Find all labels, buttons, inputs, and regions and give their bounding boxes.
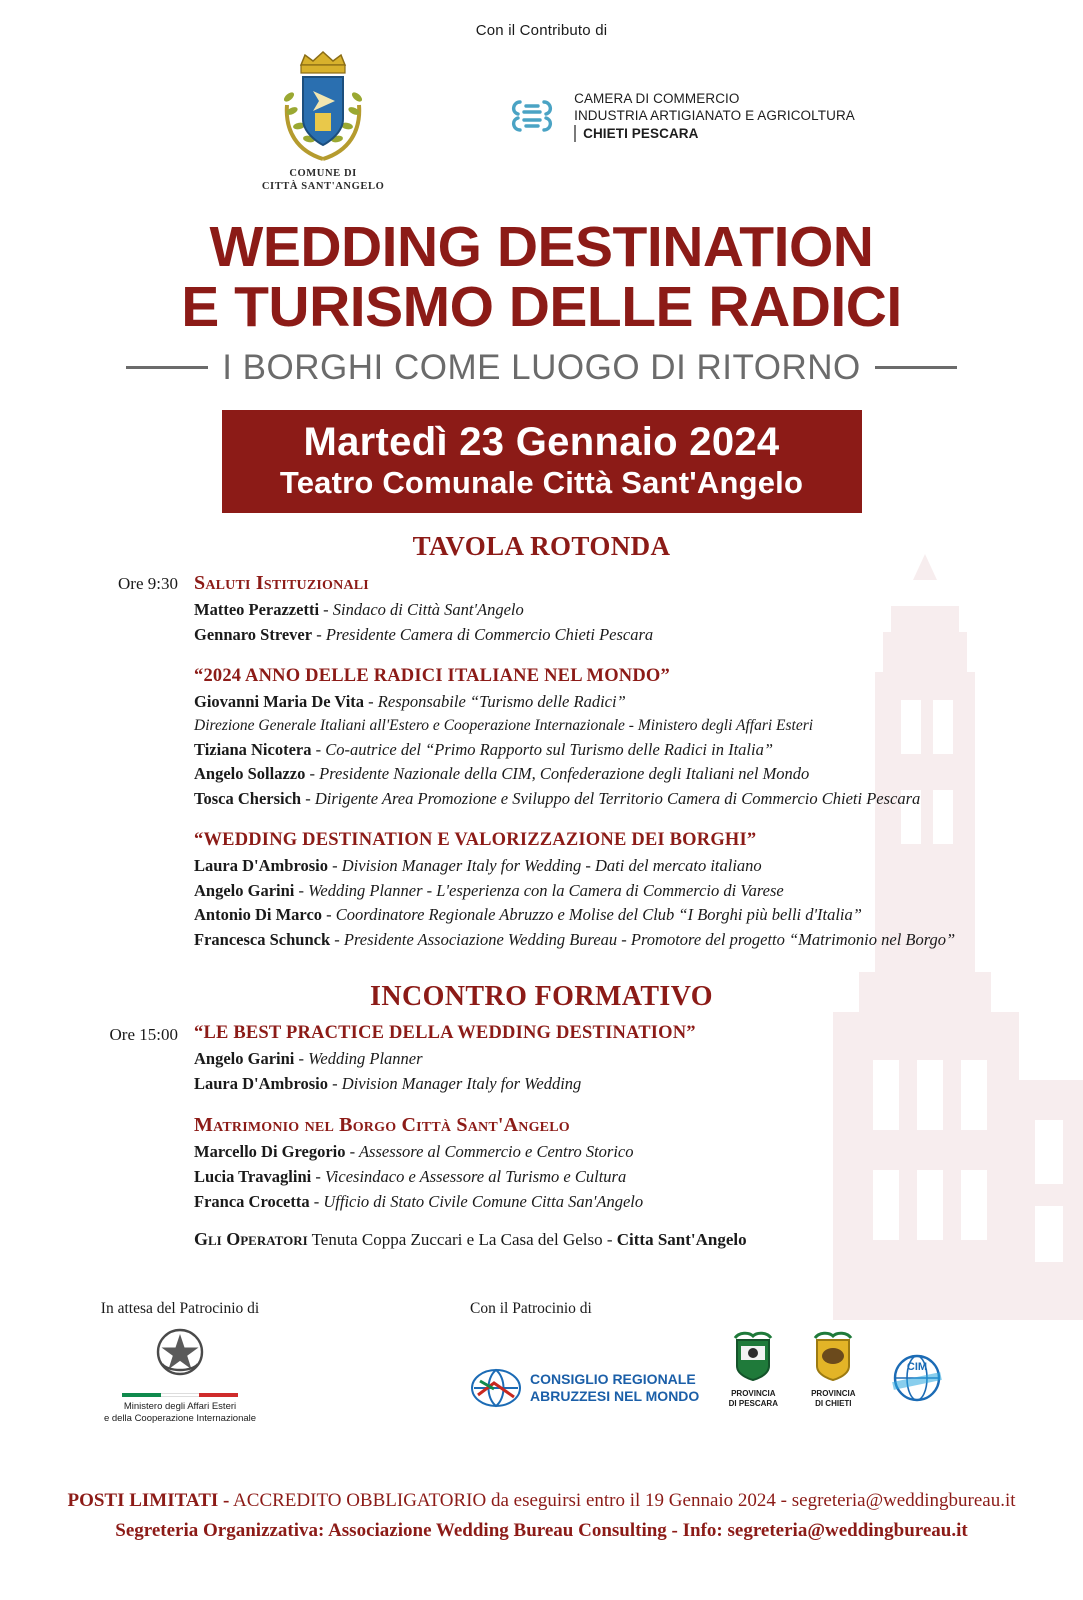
section-heading-tavola-rotonda: TAVOLA ROTONDA <box>412 531 671 562</box>
provincia-chieti-caption <box>807 1389 859 1409</box>
ministry-caption-line1: Ministero degli Affari Esteri <box>123 1401 237 1412</box>
speaker-role: - Responsabile “Turismo delle Radici” <box>368 691 626 711</box>
operators-place: Citta Sant'Angelo <box>616 1229 747 1249</box>
cim-logo <box>887 1352 947 1409</box>
program-body <box>194 572 1083 953</box>
notice-accreditation: ACCREDITO OBBLIGATORIO da eseguirsi entro il 19 Gennaio 2024 - segreteria@weddingbureau.it <box>229 1490 1016 1511</box>
speaker-entry <box>194 1072 1043 1097</box>
notice-line-1 <box>0 1486 1083 1516</box>
comune-caption-line1: COMUNE DI <box>289 167 357 179</box>
rule-right <box>875 366 957 369</box>
speaker-entry <box>194 690 1043 715</box>
speaker-role: - Sindaco di Città Sant'Angelo <box>323 600 524 620</box>
session-time-morning: Ore 9:30 <box>118 574 178 594</box>
subtitle-row <box>0 348 1083 388</box>
speaker-role: - Coordinatore Regionale Abruzzo e Molise del Club “I Borghi più belli d'Italia” <box>326 905 862 925</box>
speaker-name: Tiziana Nicotera <box>194 739 312 759</box>
patronage-left-label: In attesa del Patrocinio di <box>100 1300 260 1317</box>
speaker-name: Giovanni Maria De Vita <box>194 691 365 711</box>
sponsor-logo-row <box>0 45 1083 195</box>
speaker-role: - Wedding Planner - L'esperienza con la Camera di Commercio di Varese <box>298 880 784 900</box>
speaker-entry <box>194 738 1043 763</box>
chieti-caption2: DI CHIETI <box>815 1399 852 1408</box>
group-title-matrimonio-nel-borgo: Matrimonio nel Borgo Città Sant'Angelo <box>194 1114 570 1137</box>
patronage-left <box>40 1300 320 1426</box>
rule-left <box>126 366 208 369</box>
speaker-entry <box>194 1140 1043 1165</box>
consiglio-line1: CONSIGLIO REGIONALE <box>530 1371 696 1388</box>
speaker-entry <box>194 879 1043 904</box>
speaker-role: - Dirigente Area Promozione e Sviluppo del Territorio Camera di Commercio Chieti Pescara <box>305 789 921 809</box>
speaker-name: Marcello Di Gregorio <box>194 1142 346 1162</box>
patronage-section <box>0 1300 1083 1460</box>
speaker-entry <box>194 623 1043 648</box>
speaker-name: Lucia Travaglini <box>194 1167 312 1187</box>
consiglio-regionale-logo <box>470 1367 699 1409</box>
speaker-entry <box>194 903 1043 928</box>
speaker-entry <box>194 787 1043 812</box>
speaker-entry <box>194 1165 1043 1190</box>
speaker-role: - Assessore al Commercio e Centro Storico <box>349 1142 634 1162</box>
speaker-role: - Division Manager Italy for Wedding <box>332 1073 582 1093</box>
group-title-radici: “2024 ANNO DELLE RADICI ITALIANE NEL MONDO” <box>194 665 670 686</box>
speaker-name: Matteo Perazzetti <box>194 600 320 620</box>
program-section-1 <box>0 572 1083 953</box>
speaker-entry <box>194 854 1043 879</box>
republic-emblem-icon <box>148 1324 212 1382</box>
operators-text: Tenuta Coppa Zuccari e La Casa del Gelso - <box>307 1229 617 1249</box>
operators-line <box>194 1229 1043 1250</box>
provincia-pescara-logo <box>727 1330 779 1409</box>
chamber-line3: CHIETI PESCARA <box>574 125 698 142</box>
speaker-name: Angelo Garini <box>194 880 295 900</box>
speaker-name: Laura D'Ambrosio <box>194 855 328 875</box>
pescara-caption2: DI PESCARA <box>728 1399 778 1408</box>
speaker-entry <box>194 598 1043 623</box>
ministry-caption <box>40 1401 320 1426</box>
consiglio-regionale-icon <box>470 1367 522 1409</box>
provincia-pescara-icon <box>727 1330 779 1382</box>
speaker-name: Gennaro Strever <box>194 624 313 644</box>
group-title-saluti: Saluti Istituzionali <box>194 572 369 595</box>
cim-text: CIM <box>907 1361 928 1373</box>
notice-limited-seats: POSTI LIMITATI - <box>67 1490 230 1511</box>
section-heading-incontro-formativo: INCONTRO FORMATIVO <box>370 980 713 1012</box>
event-venue: Teatro Comunale Città Sant'Angelo <box>279 464 804 500</box>
speaker-entry <box>194 928 1043 953</box>
registration-notice <box>0 1486 1083 1547</box>
speaker-name: Angelo Sollazzo <box>194 764 306 784</box>
speaker-entry <box>194 1047 1043 1072</box>
date-banner <box>222 410 862 513</box>
operators-label: Gli Operatori <box>194 1228 308 1249</box>
pescara-caption1: PROVINCIA <box>731 1389 776 1398</box>
chieti-caption1: PROVINCIA <box>811 1389 856 1398</box>
cim-icon <box>887 1352 947 1404</box>
patronage-right-label: Con il Patrocinio di <box>470 1300 592 1317</box>
provincia-chieti-icon <box>807 1330 859 1382</box>
page-title <box>0 217 1083 338</box>
speaker-name: Angelo Garini <box>194 1048 295 1068</box>
session-time-afternoon: Ore 15:00 <box>109 1024 178 1044</box>
provincia-chieti-logo <box>807 1330 859 1409</box>
chamber-of-commerce-text <box>574 90 855 143</box>
chamber-line1: CAMERA DI COMMERCIO <box>574 90 740 106</box>
ministry-caption-line2: e della Cooperazione Internazionale <box>103 1413 257 1425</box>
event-date: Martedì 23 Gennaio 2024 <box>303 419 780 464</box>
chamber-line2: INDUSTRIA ARTIGIANATO E AGRICOLTURA <box>574 107 855 123</box>
program-section-2 <box>0 1023 1083 1250</box>
coat-of-arms-icon <box>275 47 371 165</box>
provincia-pescara-caption <box>727 1389 779 1409</box>
italian-flag-bar <box>122 1393 238 1397</box>
title-line-2: E TURISMO DELLE RADICI <box>181 275 902 340</box>
speaker-entry <box>194 762 1043 787</box>
speaker-name: Francesca Schunck <box>194 930 331 950</box>
consiglio-line2: ABRUZZESI NEL MONDO <box>530 1388 700 1404</box>
group-title-wedding-destination: “WEDDING DESTINATION E VALORIZZAZIONE DEI BORGHI” <box>194 829 757 850</box>
patronage-right <box>430 1300 1050 1409</box>
speaker-affiliation: Direzione Generale Italiani all'Estero e Cooperazione Internazionale - Ministero degli Affari Esteri <box>194 717 814 735</box>
speaker-role: - Ufficio di Stato Civile Comune Citta San'Angelo <box>313 1191 644 1211</box>
comune-logo <box>228 47 418 193</box>
title-line-1: WEDDING DESTINATION <box>209 215 874 279</box>
speaker-role: - Presidente Associazione Wedding Bureau - Promotore del progetto “Matrimonio nel Borgo” <box>334 930 956 950</box>
speaker-role: - Co-autrice del “Primo Rapporto sul Turismo delle Radici in Italia” <box>315 739 774 759</box>
comune-caption-line2: CITTÀ SANT'ANGELO <box>261 181 385 192</box>
speaker-entry <box>194 1190 1043 1215</box>
speaker-role: - Wedding Planner <box>298 1048 423 1068</box>
speaker-role: - Division Manager Italy for Wedding - Dati del mercato italiano <box>332 855 762 875</box>
speaker-name: Laura D'Ambrosio <box>194 1073 328 1093</box>
program-block <box>0 572 1083 953</box>
contribution-label: Con il Contributo di <box>475 22 608 39</box>
chamber-of-commerce-icon <box>504 88 560 144</box>
speaker-name: Tosca Chersich <box>194 789 302 809</box>
speaker-role: - Vicesindaco e Assessore al Turismo e Cultura <box>315 1167 627 1187</box>
chamber-of-commerce-logo <box>504 88 855 144</box>
comune-caption <box>262 167 385 193</box>
group-title-best-practice: “LE BEST PRACTICE DELLA WEDDING DESTINATION” <box>194 1022 696 1043</box>
program-block <box>0 1023 1083 1250</box>
speaker-name: Antonio Di Marco <box>194 905 323 925</box>
page-subtitle: I BORGHI COME LUOGO DI RITORNO <box>222 347 861 387</box>
speaker-role: - Presidente Nazionale della CIM, Confederazione degli Italiani nel Mondo <box>309 764 810 784</box>
speaker-name: Franca Crocetta <box>194 1191 310 1211</box>
speaker-role: - Presidente Camera di Commercio Chieti Pescara <box>316 624 654 644</box>
program-body <box>194 1023 1083 1250</box>
patronage-logo-row <box>430 1330 1050 1409</box>
notice-line-2: Segreteria Organizzativa: Associazione Wedding Bureau Consulting - Info: segreteria@weddingbureau.it <box>115 1520 968 1542</box>
